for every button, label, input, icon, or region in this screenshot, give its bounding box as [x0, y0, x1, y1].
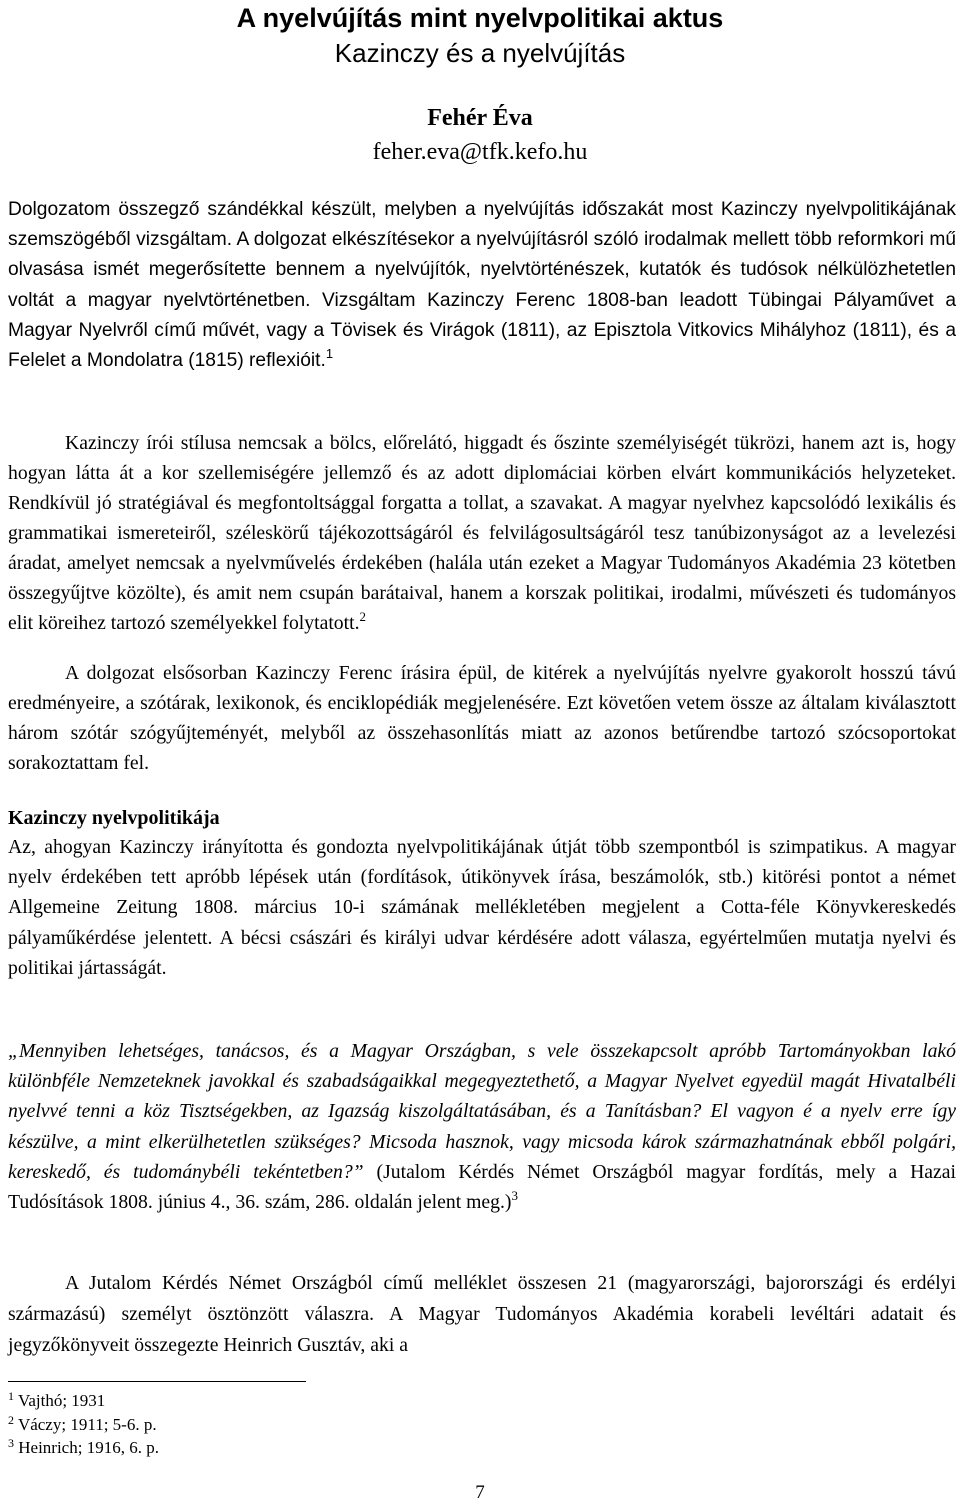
footnote-ref-3: 3 — [511, 1188, 518, 1204]
footnotes — [8, 1389, 159, 1460]
footnote-number: 3 — [8, 1436, 14, 1450]
scope-text: A dolgozat elsősorban Kazinczy Ferenc írásira épül, de kitérek a nyelvújítás nyelvre gyakorolt hosszú távú eredményeire, a szótárak, lexikonok, és enciklopédiák megjelenésére. Ezt követően vetem össze az általam kiválasztott három szótár szógyűjteményét, melyből az összehasonlítás miatt az azonos betűrendbe tartozó szócsoportokat sorakoztattam fel. — [8, 662, 956, 774]
footnote-number: 2 — [8, 1412, 14, 1427]
footnote-divider — [8, 1381, 306, 1382]
document-title: A nyelvújítás mint nyelvpolitikai aktus — [236, 3, 724, 33]
page-number: 7 — [475, 1482, 485, 1503]
quote-paragraph — [8, 1036, 956, 1217]
section-heading: Kazinczy nyelvpolitikája — [8, 807, 220, 829]
footnote-number: 1 — [8, 1389, 14, 1403]
policy-paragraph — [8, 832, 956, 983]
style-text: Kazinczy írói stílusa nemcsak a bölcs, előrelátó, higgadt és őszinte személyiségét tükrözi, hanem azt is, hogy hogyan látta át a kor szellemiségére jellemző és az adott diplomáciai körben elvárt kommunikációs helyzeteket. Rendkívül jó stratégiával és megfontoltsággal forgatta a tollat, a szavakat. A magyar nyelvhez kapcsolódó lexikális és grammatikai ismereteiről, széleskörű tájékozottságáról és felvilágosultságáról tesz tanúbizonyságot az a levelezési áradat, amelyet nemcsak a nyelvművelés érdekében (halála után ezeket a Magyar Tudományos Akadémia 23 kötetben összegyűjtve közölte), és amit nem csupán barátaival, hanem a korszak politikai, irodalmi, művészeti és tudományos elit köreihez tartozó személyekkel folytatott. — [8, 432, 956, 634]
policy-text: Az, ahogyan Kazinczy irányította és gondozta nyelvpolitikájának útját több szempontból is szimpatikus. A magyar nyelv érdekében tett apróbb lépések után (fordítások, útikönyvek írása, beszámolók, stb.) kitörési pontot a német Allgemeine Zeitung 1808. március 10-i számának mellékletében megjelent a Cotta-féle Könyvkereskedés pályaműkérdése jelentett. A bécsi császári és királyi udvar kérdésére adott válasza, egyértelműen mutatja nyelvi és politikai jártasságát. — [8, 836, 956, 979]
document-subtitle: Kazinczy és a nyelvújítás — [334, 38, 626, 68]
footnote-text: Heinrich; 1916, 6. p. — [14, 1438, 159, 1457]
style-paragraph — [8, 428, 956, 638]
responses-text: A Jutalom Kérdés Német Országból című melléklet összesen 21 (magyarországi, bajorországi és erdélyi származású) személyt ösztönzött válaszra. A Magyar Tudományos Akadémia korabeli levéltári adatait és jegyzőkönyveit összegezte Heinrich Gusztáv, aki a — [8, 1272, 956, 1356]
quote-text: „Mennyiben lehetséges, tanácsos, és a Magyar Országban, s vele összekapcsolt apróbb Tartományokban lakó különbféle Nemzeteknek javokkal és szabadságaikkal megegyeztethető, a Magyar Nyelvet egyedül magát Hivatalbéli nyelvvé tenni a köz Tisztségekben, az Igazság kiszolgáltatásában, és a Tanításban? El vagyon é a nyelv erre így készülve, a mint elkerülhetetlen szükséges? Micsoda hasznok, vagy micsoda károk származhatnának ebből polgári, kereskedő, és tudománybéli tekéntetben?” — [8, 1040, 956, 1183]
footnote-3 — [8, 1436, 159, 1460]
author-email: feher.eva@tfk.kefo.hu — [372, 139, 588, 165]
quote-source: (Jutalom Kérdés Német Országból magyar fordítás, mely a Hazai Tudósítások 1808. június 4., 36. szám, 286. oldalán jelent meg.) — [8, 1160, 956, 1214]
intro-text: Dolgozatom összegző szándékkal készült, melyben a nyelvújítás időszakát most Kazinczy nyelvpolitikájának szemszögéből vizsgáltam. A dolgozat elkészítésekor a nyelvújításról szóló irodalmak mellett több reformkori mű olvasása ismét megerősítette bennem a nyelvújítók, nyelvtörténészek, kutatók és tudósok nélkülözhetetlen voltát a magyar nyelvtörténetben. Vizsgáltam Kazinczy Ferenc 1808-ban leadott Tübingai Pályaművet a Magyar Nyelvről című művét, vagy a Tövisek és Virágok (1811), az Episztola Vitkovics Mihályhoz (1811), és a Felelet a Mondolatra (1815) reflexióit. — [8, 199, 956, 372]
scope-paragraph — [8, 658, 956, 778]
footnote-1 — [8, 1389, 159, 1413]
responses-paragraph — [8, 1268, 956, 1360]
footnote-text: Váczy; 1911; 5-6. p. — [14, 1414, 157, 1434]
footnote-ref-2: 2 — [359, 609, 367, 624]
footnote-ref-1: 1 — [325, 346, 334, 362]
author-name: Fehér Éva — [427, 105, 533, 131]
intro-paragraph — [8, 195, 956, 376]
footnote-2 — [8, 1413, 159, 1437]
footnote-text: Vajthó; 1931 — [14, 1391, 106, 1410]
